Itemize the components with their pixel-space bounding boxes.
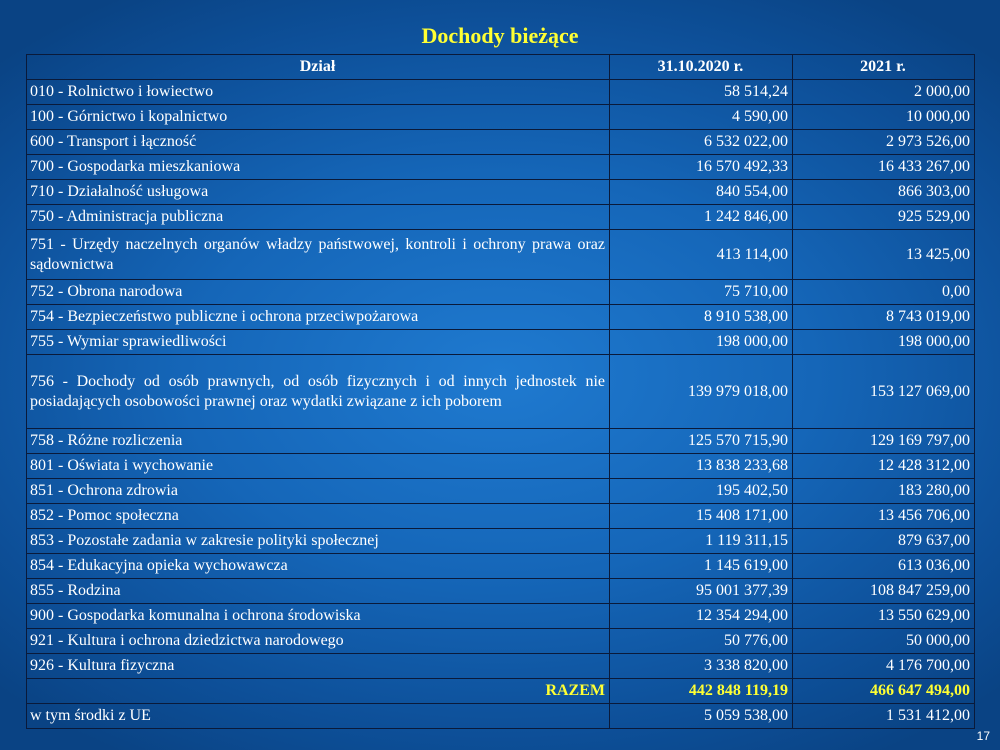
- row-name: 852 - Pomoc społeczna: [27, 504, 610, 529]
- row-name: 010 - Rolnictwo i łowiectwo: [27, 80, 610, 105]
- row-name: 754 - Bezpieczeństwo publiczne i ochrona przeciwpożarowa: [27, 305, 610, 330]
- row-value-2020: 15 408 171,00: [610, 504, 793, 529]
- table-row: [27, 155, 975, 180]
- total-value-2021: 466 647 494,00: [793, 679, 975, 704]
- row-value-2021: 153 127 069,00: [793, 355, 975, 429]
- row-value-2021: 129 169 797,00: [793, 429, 975, 454]
- row-value-2020: 4 590,00: [610, 105, 793, 130]
- row-value-2020: 8 910 538,00: [610, 305, 793, 330]
- row-value-2021: 108 847 259,00: [793, 579, 975, 604]
- table-row: [27, 205, 975, 230]
- row-value-2020: 3 338 820,00: [610, 654, 793, 679]
- row-name: 751 - Urzędy naczelnych organów władzy państwowej, kontroli i ochrony prawa oraz sądownictwa: [27, 230, 610, 280]
- row-value-2020: 198 000,00: [610, 330, 793, 355]
- row-value-2020: 16 570 492,33: [610, 155, 793, 180]
- eu-funds-value-2020: 5 059 538,00: [610, 704, 793, 729]
- row-value-2021: 8 743 019,00: [793, 305, 975, 330]
- table-row: [27, 355, 975, 429]
- row-name: 600 - Transport i łączność: [27, 130, 610, 155]
- table-row: [27, 330, 975, 355]
- row-value-2021: 16 433 267,00: [793, 155, 975, 180]
- row-value-2020: 1 119 311,15: [610, 529, 793, 554]
- table-header-row: [27, 55, 975, 80]
- row-value-2020: 6 532 022,00: [610, 130, 793, 155]
- row-value-2020: 58 514,24: [610, 80, 793, 105]
- row-value-2021: 183 280,00: [793, 479, 975, 504]
- table-row: [27, 554, 975, 579]
- page-number: 17: [976, 729, 990, 743]
- row-value-2020: 413 114,00: [610, 230, 793, 280]
- row-value-2020: 125 570 715,90: [610, 429, 793, 454]
- table-row: [27, 629, 975, 654]
- row-value-2020: 13 838 233,68: [610, 454, 793, 479]
- table-row: [27, 280, 975, 305]
- table-row: [27, 305, 975, 330]
- row-name: 755 - Wymiar sprawiedliwości: [27, 330, 610, 355]
- table-row: [27, 80, 975, 105]
- row-name: 100 - Górnictwo i kopalnictwo: [27, 105, 610, 130]
- row-value-2021: 10 000,00: [793, 105, 975, 130]
- row-value-2020: 95 001 377,39: [610, 579, 793, 604]
- slide-title: Dochody bieżące: [421, 23, 579, 48]
- row-name: 926 - Kultura fizyczna: [27, 654, 610, 679]
- table-row: [27, 479, 975, 504]
- total-value-2020: 442 848 119,19: [610, 679, 793, 704]
- row-value-2021: 50 000,00: [793, 629, 975, 654]
- eu-funds-label: w tym środki z UE: [27, 704, 610, 729]
- row-value-2020: 195 402,50: [610, 479, 793, 504]
- table-row: [27, 130, 975, 155]
- row-name: 700 - Gospodarka mieszkaniowa: [27, 155, 610, 180]
- table-row: [27, 579, 975, 604]
- row-name: 752 - Obrona narodowa: [27, 280, 610, 305]
- table-row: [27, 504, 975, 529]
- table-row: [27, 180, 975, 205]
- table-row: [27, 654, 975, 679]
- row-value-2021: 925 529,00: [793, 205, 975, 230]
- row-value-2021: 198 000,00: [793, 330, 975, 355]
- row-name: 900 - Gospodarka komunalna i ochrona środowiska: [27, 604, 610, 629]
- table-row: [27, 230, 975, 280]
- row-value-2021: 2 000,00: [793, 80, 975, 105]
- row-value-2020: 139 979 018,00: [610, 355, 793, 429]
- table-row: [27, 105, 975, 130]
- row-name: 758 - Różne rozliczenia: [27, 429, 610, 454]
- eu-funds-row: [27, 704, 975, 729]
- row-value-2020: 50 776,00: [610, 629, 793, 654]
- row-name: 921 - Kultura i ochrona dziedzictwa narodowego: [27, 629, 610, 654]
- row-value-2020: 1 145 619,00: [610, 554, 793, 579]
- row-value-2021: 13 425,00: [793, 230, 975, 280]
- row-name: 750 - Administracja publiczna: [27, 205, 610, 230]
- total-row: [27, 679, 975, 704]
- row-value-2021: 879 637,00: [793, 529, 975, 554]
- row-value-2020: 840 554,00: [610, 180, 793, 205]
- row-value-2020: 75 710,00: [610, 280, 793, 305]
- row-name: 854 - Edukacyjna opieka wychowawcza: [27, 554, 610, 579]
- total-label: RAZEM: [27, 679, 610, 704]
- revenue-table: [26, 54, 975, 729]
- row-value-2021: 4 176 700,00: [793, 654, 975, 679]
- row-name: 801 - Oświata i wychowanie: [27, 454, 610, 479]
- row-name: 855 - Rodzina: [27, 579, 610, 604]
- header-2020: 31.10.2020 r.: [610, 55, 793, 80]
- eu-funds-value-2021: 1 531 412,00: [793, 704, 975, 729]
- row-value-2021: 13 456 706,00: [793, 504, 975, 529]
- row-name: 710 - Działalność usługowa: [27, 180, 610, 205]
- row-value-2021: 866 303,00: [793, 180, 975, 205]
- row-value-2021: 13 550 629,00: [793, 604, 975, 629]
- table-row: [27, 454, 975, 479]
- row-name: 851 - Ochrona zdrowia: [27, 479, 610, 504]
- header-dzial: Dział: [27, 55, 610, 80]
- row-name: 756 - Dochody od osób prawnych, od osób fizycznych i od innych jednostek nie posiadających osobowości prawnej oraz wydatki związane z ich poborem: [27, 355, 610, 429]
- row-value-2021: 2 973 526,00: [793, 130, 975, 155]
- row-value-2020: 1 242 846,00: [610, 205, 793, 230]
- table-row: [27, 604, 975, 629]
- table-row: [27, 529, 975, 554]
- row-value-2021: 12 428 312,00: [793, 454, 975, 479]
- row-value-2021: 0,00: [793, 280, 975, 305]
- row-name: 853 - Pozostałe zadania w zakresie polityki społecznej: [27, 529, 610, 554]
- table-row: [27, 429, 975, 454]
- header-2021: 2021 r.: [793, 55, 975, 80]
- row-value-2020: 12 354 294,00: [610, 604, 793, 629]
- row-value-2021: 613 036,00: [793, 554, 975, 579]
